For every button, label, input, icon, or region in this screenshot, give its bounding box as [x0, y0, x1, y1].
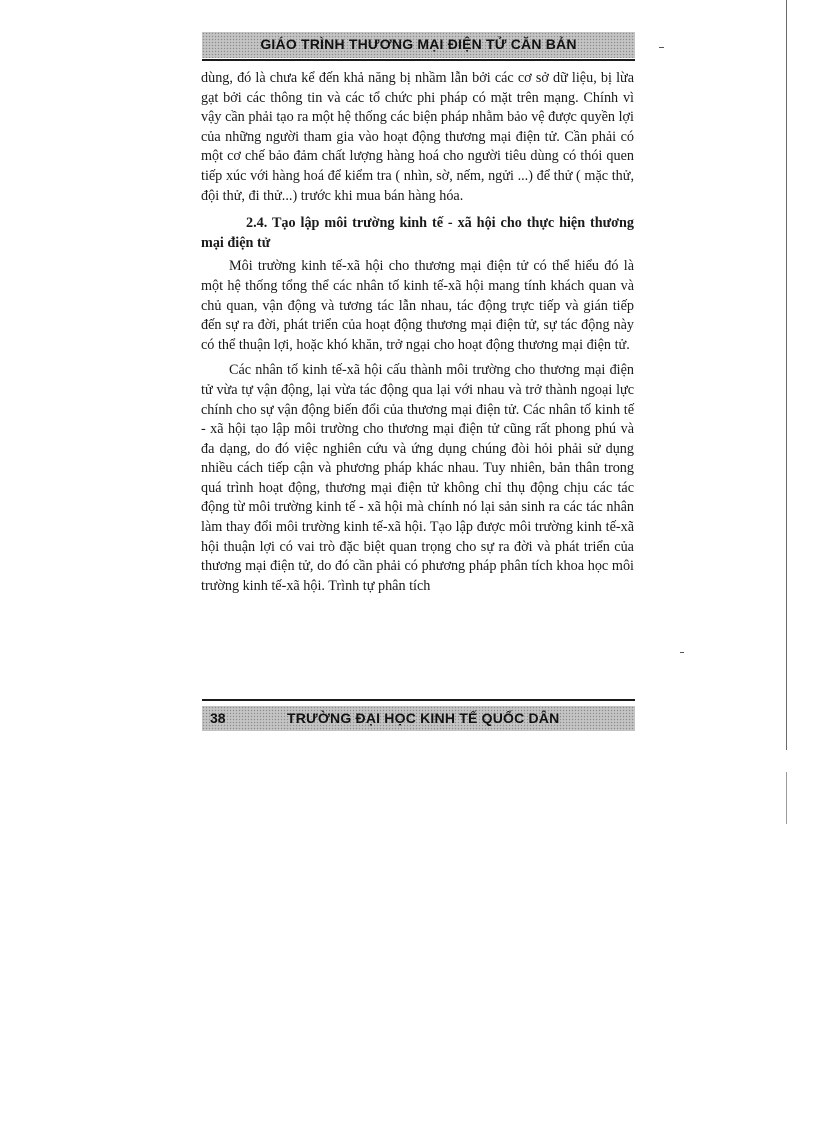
scan-edge-line-lower	[786, 772, 787, 824]
page-number: 38	[210, 710, 226, 726]
paragraph-continued: dùng, đó là chưa kể đến khả năng bị nhầm lẫn bởi các cơ sở dữ liệu, bị lừa gạt bởi các thông tin và các tổ chức phi pháp có mặt trên mạng. Chính vì vậy cần phải tạo ra một hệ thống các biện pháp nhằm bảo vệ được quyền lợi của những người tham gia vào hoạt động thương mại điện tử. Cần phải có một cơ chế bảo đảm chất lượng hàng hoá cho người tiêu dùng có thói quen tiếp xúc với hàng hoá để kiểm tra ( nhìn, sờ, nếm, ngửi ...) để thử ( mặc thử, đội thử, đi thử...) trước khi mua bán hàng hóa.	[201, 70, 634, 204]
scan-edge-line	[786, 0, 787, 750]
header-title: GIÁO TRÌNH THƯƠNG MẠI ĐIỆN TỬ CĂN BẢN	[260, 36, 577, 52]
header-band	[202, 32, 635, 58]
header-rule	[202, 59, 635, 61]
footer-band	[202, 706, 635, 731]
paragraph: Các nhân tố kinh tế-xã hội cấu thành môi trường cho thương mại điện tử vừa tự vận động, lại vừa tác động qua lại với nhau và trở thành ngoại lực chính cho sự vận động biến đổi của thương mại điện tử. Các nhân tố kinh tế - xã hội tạo lập môi trường cho thương mại điện tử cũng rất phong phú và đa dạng, do đó việc nghiên cứu và ứng dụng chúng đòi hỏi phải sử dụng nhiều cách tiếp cận và phương pháp khác nhau. Tuy nhiên, bản thân trong quá trình hoạt động, thương mại điện tử không chỉ thụ động chịu các tác động từ môi trường kinh tế - xã hội mà chính nó lại sản sinh ra các tác nhân làm thay đổi môi trường kinh tế-xã hội. Tạo lập được môi trường kinh tế-xã hội thuận lợi có vai trò đặc biệt quan trọng cho sự ra đời và phát triển của thương mại điện tử, do đó cần phải có phương pháp phân tích khoa học môi trường kinh tế-xã hội. Trình tự phân tích	[201, 362, 634, 594]
scan-mark	[659, 47, 664, 48]
section-heading: 2.4. Tạo lập môi trường kinh tế - xã hội cho thực hiện thương mại điện tử	[201, 215, 634, 251]
footer-title: TRƯỜNG ĐẠI HỌC KINH TẾ QUỐC DÂN	[287, 710, 560, 726]
footer-rule	[202, 699, 635, 701]
page-content	[201, 69, 634, 596]
paragraph: Môi trường kinh tế-xã hội cho thương mại điện tử có thể hiểu đó là một hệ thống tổng thể các nhân tố kinh tế-xã hội mang tính khách quan và chủ quan, vận động và tương tác lẫn nhau, tác động trực tiếp và gián tiếp đến sự ra đời, phát triển của hoạt động thương mại điện tử, sự tác động này có thể thuận lợi, hoặc khó khăn, trở ngại cho hoạt động thương mại điện tử.	[201, 258, 634, 353]
scan-mark	[680, 652, 684, 653]
